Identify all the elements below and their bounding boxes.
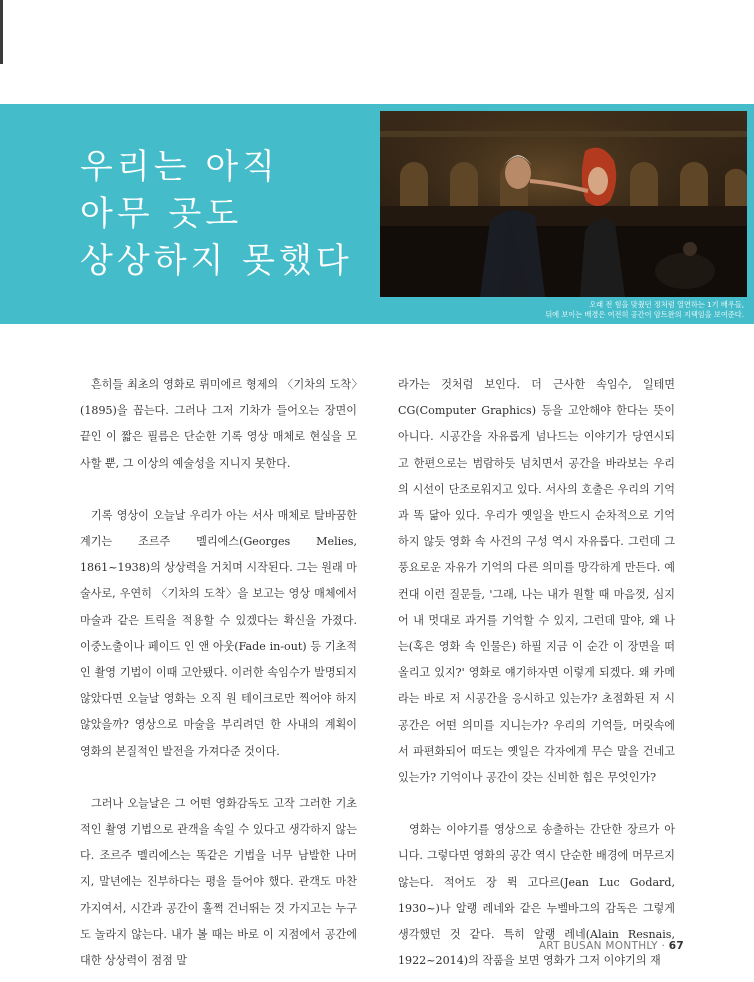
top-left-rule [0, 0, 3, 64]
article-paragraph: 그러나 오늘날은 그 어떤 영화감독도 고작 그러한 기초적인 촬영 기법으로 관객을 속일 수 있다고 생각하지 않는다. 조르주 멜리에스는 똑같은 기법을 너무 남발한 나머지, 말년에는 진부하다는 평을 들어야 했다. 관객도 마찬가지여서, 시간과 공간이 훌쩍 건너뛰는 것 가지고는 누구도 놀라지 않는다. 내가 볼 때는 바로 이 지점에서 공간에 대한 상상력이 점점 말 [80, 796, 357, 968]
film-still-image [380, 111, 747, 297]
footer-separator: · [661, 940, 666, 952]
title-line: 아무 곳도 [80, 194, 243, 234]
page-number: 67 [668, 940, 684, 952]
magazine-name: ART BUSAN MONTHLY [538, 940, 658, 952]
page-footer [539, 940, 684, 952]
article-paragraph: 라가는 것처럼 보인다. 더 근사한 속임수, 일테면 CG(Computer Graphics) 등을 고안해야 한다는 뜻이 아니다. 시공간을 자유롭게 넘나드는 이야기가 당연시되고 한편으로는 범람하듯 넘치면서 공간을 바라보는 우리의 시선이 단조로워지고 있다. 서사의 호출은 우리의 기억과 똑 닮아 있다. 우리가 옛일을 반드시 순차적으로 기억하지 않듯 영화 속 사건의 구성 역시 자유롭다. 그런데 그 풍요로운 자유가 기억의 다른 의미를 망각하게 만든다. 예컨대 이런 질문들, '그래, 나는 내가 원할 때 마음껏, 심지어 내 멋대로 과거를 기억할 수 있지, 그런데 말야, 왜 나는(혹은 영화 속 인물은) 하필 지금 이 순간 이 장면을 떠올리고 있지?' 영화로 얘기하자면 이렇게 되겠다. 왜 카메라는 바로 저 시공간을 응시하고 있는가? 초점화된 저 시공간은 어떤 의미를 지니는가? 우리의 기억들, 머릿속에서 파편화되어 떠도는 옛일은 각자에게 무슨 말을 건네고 있는가? 기억이나 공간이 갖는 신비한 힘은 무엇인가? [398, 378, 675, 785]
article-column-right [398, 372, 675, 974]
film-still-photo [380, 111, 747, 297]
article-paragraph: 영화는 이야기를 영상으로 송출하는 간단한 장르가 아니다. 그렇다면 영화의 공간 역시 단순한 배경에 머무르지 않는다. 적어도 장 뤽 고다르(Jean Luc Godard, 1930~)나 알랭 레네와 같은 누벨바그의 감독은 그렇게 생각했던 것 같다. 특히 알랭 레네(Alain Resnais, 1922~2014)의 작품을 보면 영화가 그저 이야기의 재 [398, 823, 675, 968]
title-line: 우리는 아직 [80, 147, 280, 187]
title-line: 상상하지 못했다 [80, 241, 353, 281]
article-paragraph: 흔히들 최초의 영화로 뤼미에르 형제의 〈기차의 도착〉(1895)을 꼽는다. 그러나 그저 기차가 들어오는 장면이 끝인 이 짧은 필름은 단순한 기록 영상 매체로 현실을 모사할 뿐, 그 이상의 예술성을 지니지 못한다. [80, 378, 357, 470]
caption-line: 뒤에 보이는 배경은 여전히 공간이 암트완의 지택임을 보여준다. [545, 310, 744, 319]
caption-line: 오래 전 힘을 맞췄던 정처럼 열연하는 1기 배우들, [589, 300, 744, 309]
article-paragraph: 기록 영상이 오늘날 우리가 아는 서사 매체로 탈바꿈한 계기는 조르주 멜리에스(Georges Melies, 1861~1938)의 상상력을 거치며 시작된다. 그는 원래 마술사로, 우연히 〈기차의 도착〉을 보고는 영상 매체에서 마술과 같은 트릭을 적용할 수 있겠다는 확신을 가졌다. 이중노출이나 페이드 인 앤 아웃(Fade in-out) 등 기초적인 촬영 기법이 이때 고안됐다. 이러한 속임수가 발명되지 않았다면 오늘날 영화는 오직 원 테이크로만 찍어야 하지 않았을까? 영상으로 마술을 부리려던 한 사내의 계획이 영화의 본질적인 발전을 가져다준 것이다. [80, 508, 357, 758]
article-title [80, 144, 360, 285]
article-column-left [80, 372, 357, 974]
photo-caption [384, 300, 744, 320]
